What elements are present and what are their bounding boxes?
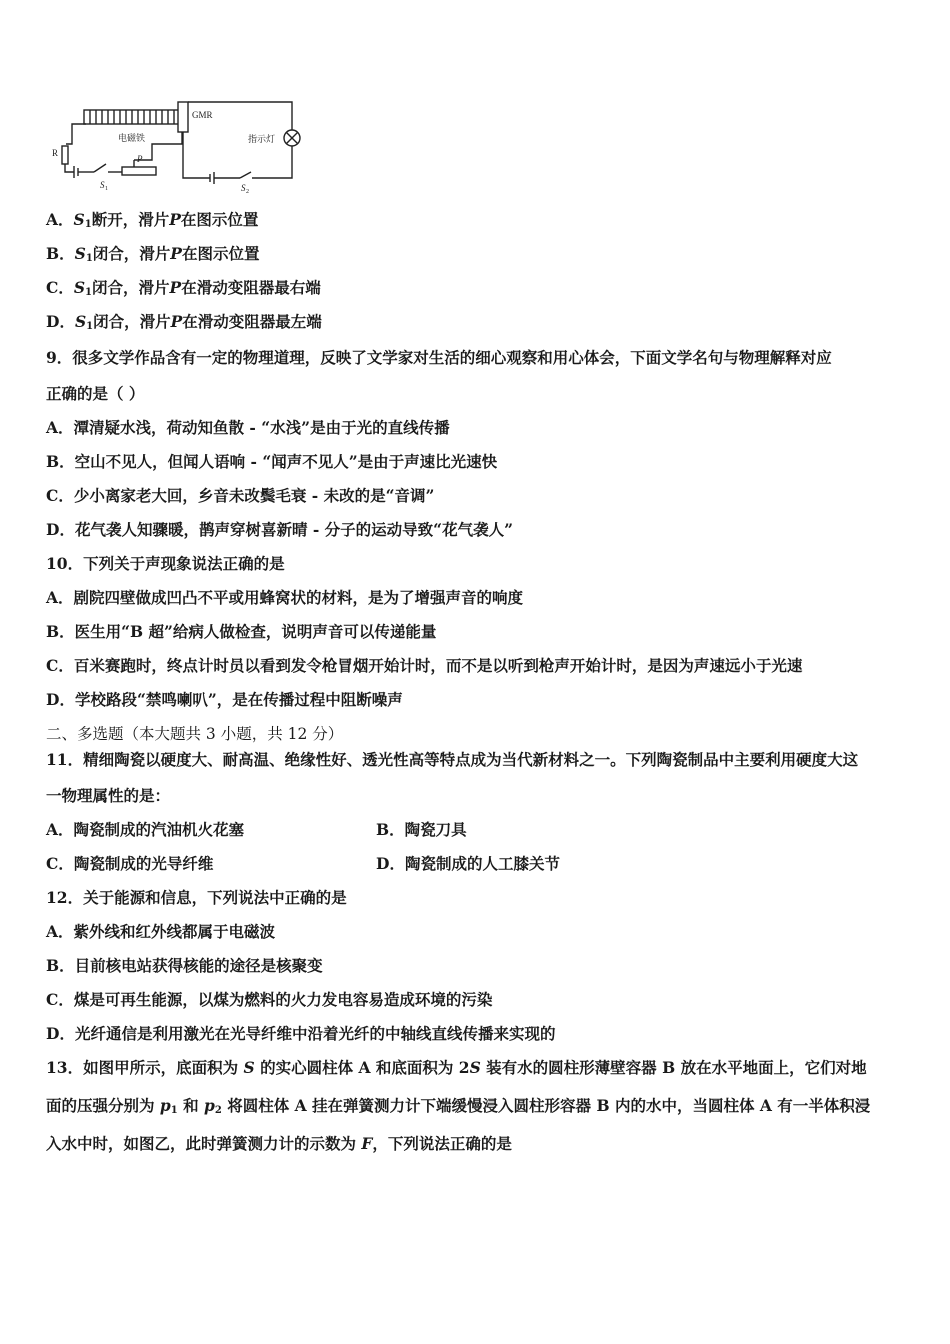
q12-option-d: D．光纤通信是利用激光在光导纤维中沿着光纤的中轴线直线传播来实现的 — [46, 1024, 556, 1043]
q10-stem: 10．下列关于声现象说法正确的是 — [46, 554, 285, 573]
section-2-heading: 二、多选题（本大题共 3 小题，共 12 分） — [46, 725, 344, 743]
q11-option-d: D．陶瓷制成的人工膝关节 — [376, 854, 560, 873]
q12-option-c: C．煤是可再生能源，以煤为燃料的火力发电容易造成环境的污染 — [46, 990, 493, 1009]
label-s2: S — [241, 183, 246, 193]
q9-option-c: C．少小离家老大回，乡音未改鬓毛衰 - 未改的是“音调” — [46, 486, 435, 505]
q9-option-d: D．花气袭人知骤暖，鹊声穿树喜新晴 - 分子的运动导致“花气袭人” — [46, 520, 514, 539]
q8-option-d: D．$S_1$闭合，滑片P在滑动变阻器最左端 — [46, 312, 322, 332]
label-p: P — [137, 154, 143, 164]
q8-option-c: C．$S_1$闭合，滑片P在滑动变阻器最右端 — [46, 278, 321, 298]
label-s2-sub: 2 — [246, 189, 249, 195]
q13-stem-line3: 入水中时，如图乙，此时弹簧测力计的示数为 F，下列说法正确的是 — [46, 1134, 512, 1153]
q13-stem-line1: 13．如图甲所示，底面积为 S 的实心圆柱体 A 和底面积为 2S 装有水的圆柱形薄壁容器 B 放在水平地面上，它们对地 — [46, 1058, 867, 1077]
switch-s1 — [94, 164, 106, 172]
label-s1-sub: 1 — [105, 186, 108, 192]
q11-option-c: C．陶瓷制成的光导纤维 — [46, 854, 214, 873]
resistor-r — [62, 146, 68, 164]
q9-stem-line1: 9．很多文学作品含有一定的物理道理，反映了文学家对生活的细心观察和用心体会，下面文学名句与物理解释对应 — [46, 348, 832, 367]
q11-stem-line1: 11．精细陶瓷以硬度大、耐高温、绝缘性好、透光性高等特点成为当代新材料之一。下列陶瓷制品中主要利用硬度大这 — [46, 750, 859, 769]
q13-stem-line2: 面的压强分别为 $p_1$ 和 $p_2$ 将圆柱体 A 挂在弹簧测力计下端缓慢浸入圆柱形容器 B 内的水中，当圆柱体 A 有一半体积浸 — [46, 1096, 871, 1116]
q10-option-b: B．医生用“B 超”给病人做检查，说明声音可以传递能量 — [46, 622, 437, 641]
q9-option-b: B．空山不见人，但闻人语响 - “闻声不见人”是由于声速比光速快 — [46, 452, 498, 471]
q11-stem-line2: 一物理属性的是： — [46, 786, 171, 805]
q11-option-a: A．陶瓷制成的汽油机火花塞 — [46, 820, 245, 839]
q9-stem-line2: 正确的是（ ） — [46, 384, 145, 403]
q8-option-a: A．$S_1$断开，滑片P在图示位置 — [46, 210, 259, 230]
label-r: R — [52, 148, 59, 158]
gmr-sensor — [178, 102, 188, 132]
q9-option-a: A．潭清疑水浅，荷动知鱼散 - “水浅”是由于光的直线传播 — [46, 418, 450, 437]
electromagnet-coil — [84, 110, 184, 124]
q8-option-b: B．$S_1$闭合，滑片P在图示位置 — [46, 244, 260, 264]
label-s1: S — [100, 180, 105, 190]
switch-s2 — [240, 172, 251, 178]
coil-windings — [90, 110, 174, 124]
q10-option-d: D．学校路段“禁鸣喇叭”，是在传播过程中阻断噪声 — [46, 690, 403, 709]
q12-option-b: B．目前核电站获得核能的途径是核聚变 — [46, 956, 323, 975]
label-electromagnet: 电磁铁 — [118, 133, 146, 143]
label-lamp: 指示灯 — [248, 134, 276, 144]
circuit-diagram — [44, 96, 314, 196]
q11-option-b: B．陶瓷刀具 — [376, 820, 467, 839]
q12-stem: 12．关于能源和信息，下列说法中正确的是 — [46, 888, 347, 907]
q10-option-c: C．百米赛跑时，终点计时员以看到发令枪冒烟开始计时，而不是以听到枪声开始计时，是因为声速远小于光速 — [46, 656, 803, 675]
label-gmr: GMR — [192, 110, 213, 120]
q10-option-a: A．剧院四壁做成凹凸不平或用蜂窝状的材料，是为了增强声音的响度 — [46, 588, 524, 607]
q12-option-a: A．紫外线和红外线都属于电磁波 — [46, 922, 276, 941]
rheostat — [122, 167, 156, 175]
